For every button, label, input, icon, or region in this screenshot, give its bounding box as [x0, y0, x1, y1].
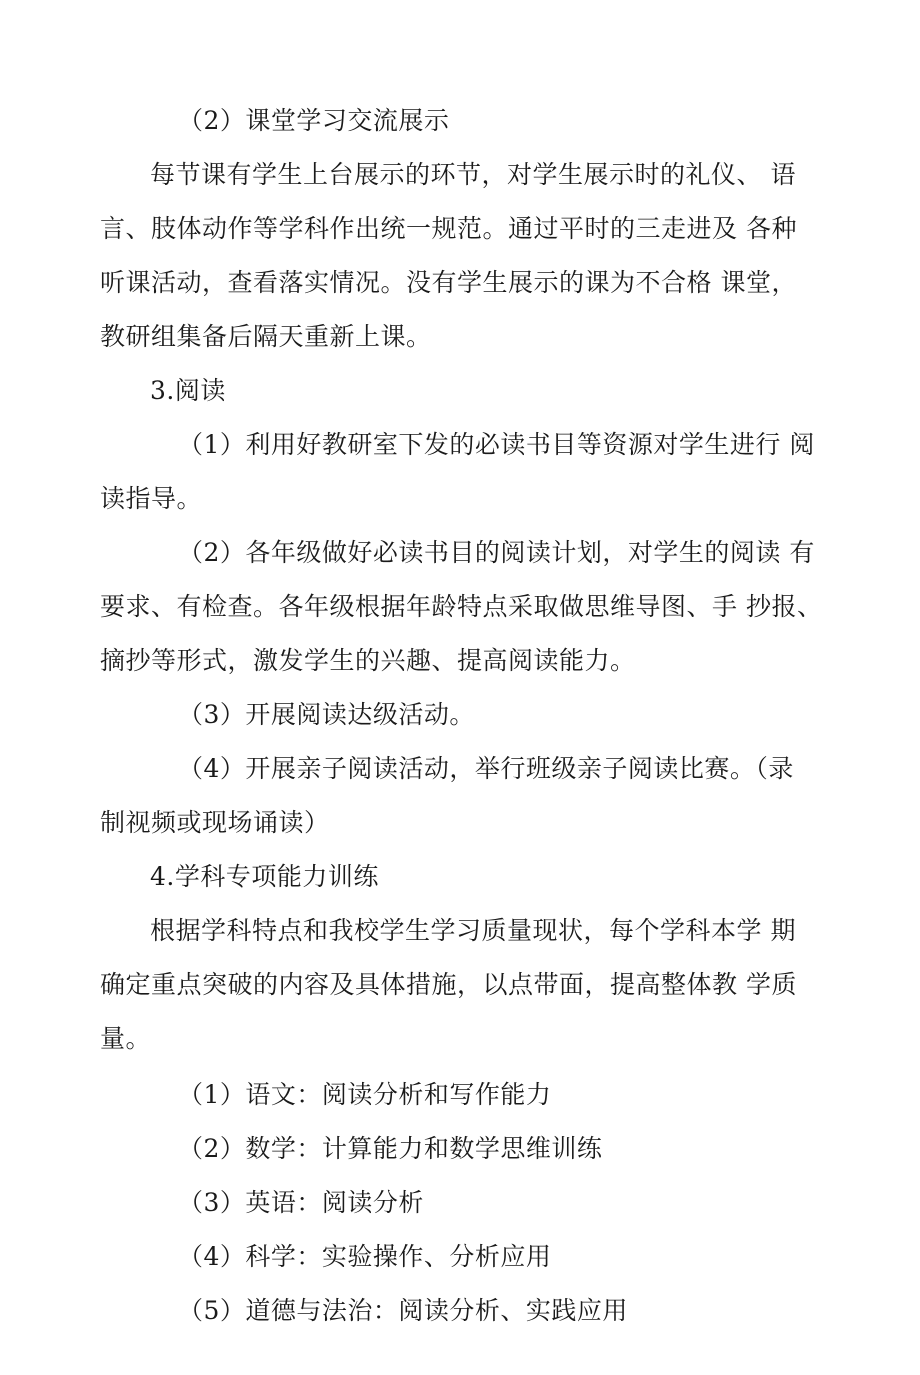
list-item-english: （3）英语：阅读分析: [178, 1188, 424, 1217]
paragraph-line: 根据学科特点和我校学生学习质量现状，每个学科本学 期: [150, 916, 796, 945]
paragraph-line: 确定重点突破的内容及具体措施，以点带面，提高整体教 学质: [100, 970, 797, 999]
list-item-science: （4）科学：实验操作、分析应用: [178, 1242, 552, 1271]
list-item-continuation: 制视频或现场诵读）: [100, 808, 330, 837]
list-item-math: （2）数学：计算能力和数学思维训练: [178, 1134, 603, 1163]
list-item-morality-law: （5）道德与法治：阅读分析、实践应用: [178, 1296, 628, 1325]
paragraph-line: 教研组集备后隔天重新上课。: [100, 322, 432, 351]
subheading-classroom-exchange: （2）课堂学习交流展示: [178, 106, 450, 135]
list-item-continuation: 读指导。: [100, 484, 203, 513]
section-heading-reading: 3.阅读: [150, 376, 226, 405]
list-item: （3）开展阅读达级活动。: [178, 700, 475, 729]
paragraph-line: 每节课有学生上台展示的环节，对学生展示时的礼仪、 语: [150, 160, 796, 189]
list-item: （2）各年级做好必读书目的阅读计划，对学生的阅读 有: [178, 538, 815, 567]
paragraph-line: 听课活动，查看落实情况。没有学生展示的课为不合格 课堂，: [100, 268, 797, 297]
list-item: （1）利用好教研室下发的必读书目等资源对学生进行 阅: [178, 430, 815, 459]
list-item: （4）开展亲子阅读活动，举行班级亲子阅读比赛。（录: [178, 754, 794, 783]
paragraph-line: 言、肢体动作等学科作出统一规范。通过平时的三走进及 各种: [100, 214, 797, 243]
list-item-chinese: （1）语文：阅读分析和写作能力: [178, 1080, 552, 1109]
list-item-continuation: 摘抄等形式，激发学生的兴趣、提高阅读能力。: [100, 646, 636, 675]
list-item-continuation: 要求、有检查。各年级根据年龄特点采取做思维导图、手 抄报、: [100, 592, 823, 621]
paragraph-line: 量。: [100, 1024, 152, 1053]
section-heading-subject-training: 4.学科专项能力训练: [150, 862, 379, 891]
